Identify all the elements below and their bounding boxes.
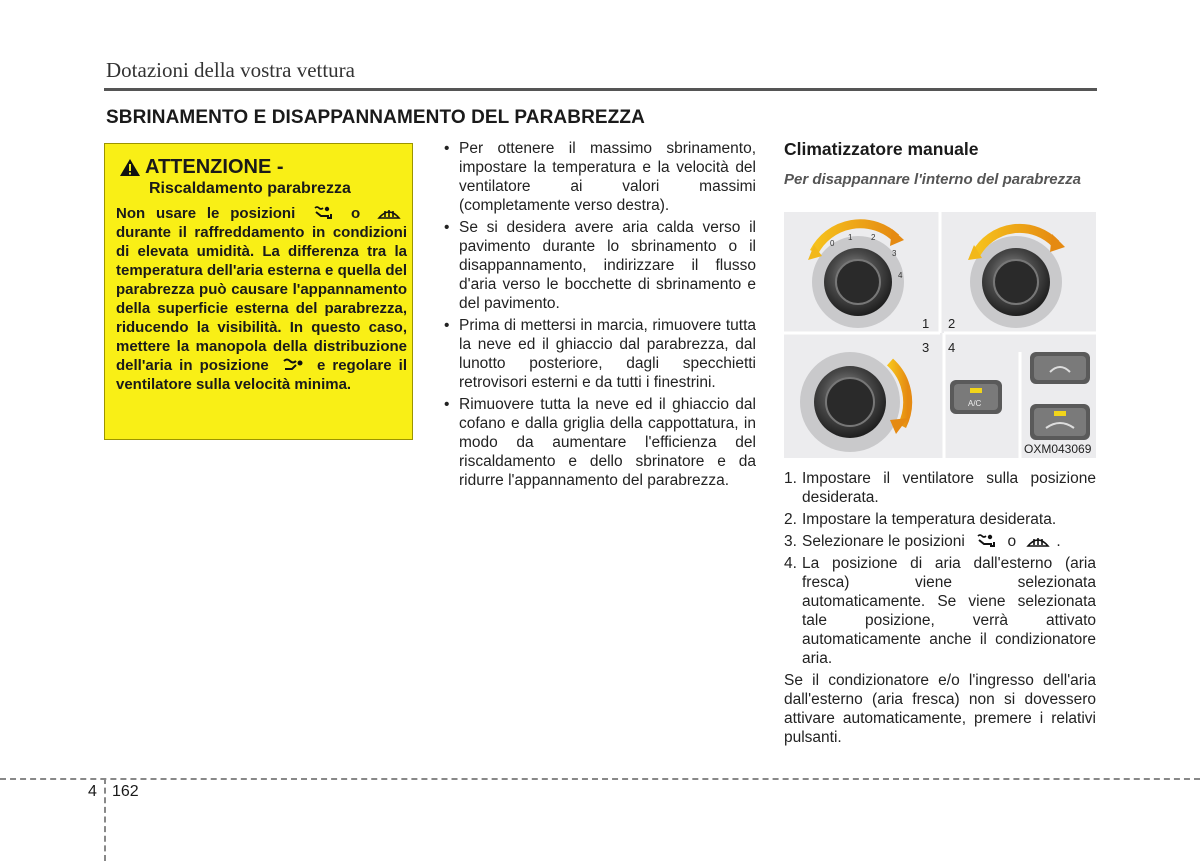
climate-control-illustration (784, 212, 1096, 458)
warning-heading (119, 156, 284, 179)
figure-label-4: 4 (948, 340, 956, 355)
figure-label-3: 3 (922, 340, 930, 355)
windshield-defrost-icon (377, 205, 401, 221)
step-number: 4. (784, 555, 797, 572)
warning-heading-text: ATTENZIONE - (145, 156, 284, 178)
section-title: SBRINAMENTO E DISAPPANNAMENTO DEL PARABREZZA (106, 107, 645, 128)
svg-text:3: 3 (892, 249, 897, 258)
svg-text:2: 2 (871, 233, 876, 242)
manual-note: Se il condizionatore e/o l'ingresso dell'aria dall'esterno (aria fresca) non si dovessero attivare automaticamente, premere i relativi pulsanti. (784, 672, 1096, 746)
step-item (784, 532, 1096, 551)
header-rule (104, 88, 1097, 91)
warning-triangle-icon (119, 158, 141, 177)
step-item (784, 469, 1096, 507)
step-or: o (1007, 533, 1017, 550)
step-number: 1. (784, 470, 797, 487)
manual-climate-heading: Climatizzatore manuale (784, 139, 979, 159)
step-end: . (1056, 533, 1061, 550)
manual-climate-section (784, 139, 1096, 190)
warning-box (104, 143, 413, 440)
step-text: Selezionare le posizioni (802, 533, 965, 550)
recirculation-button (1030, 352, 1090, 384)
step-number: 2. (784, 511, 797, 528)
ac-button (950, 380, 1002, 414)
warning-text-3: e regolare il ventilatore sulla velocità minima. (116, 357, 407, 393)
svg-text:4: 4 (898, 271, 903, 280)
bullet-list (442, 139, 756, 493)
step-text: La posizione di aria dall'esterno (aria fresca) viene selezionata automaticamente. Se viene selezionata tale posizione, verrà attivato automaticamente anche il condizionatore aria. (802, 555, 1096, 667)
warning-body (116, 204, 407, 394)
page-header-title: Dotazioni della vostra vettura (106, 58, 355, 82)
step-item (784, 554, 1096, 668)
figure-caption: OXM043069 (1024, 442, 1092, 456)
step-text: Impostare la temperatura desiderata. (802, 511, 1057, 528)
bullet-item: • Rimuovere tutta la neve ed il ghiaccio dal cofano e dalla griglia della cappottatura, in modo da aumentare l'efficienza del riscaldamento e dello sbrinatore e da ridurre l'appannamento del parabrezza. (442, 395, 756, 490)
svg-text:1: 1 (848, 233, 853, 242)
defrost-floor-icon (975, 533, 997, 549)
step-item (784, 510, 1096, 529)
bullet-item: • Per ottenere il massimo sbrinamento, impostare la temperatura e la velocità del ventilatore ai valori massimi (completamente verso destra). (442, 139, 756, 215)
figure-label-2: 2 (948, 316, 956, 331)
manual-climate-subheading: Per disappannare l'interno del parabrezza (784, 171, 1081, 188)
svg-text:0: 0 (830, 239, 835, 248)
windshield-defrost-icon (1026, 533, 1050, 549)
bullet-item: • Prima di mettersi in marcia, rimuovere tutta la neve ed il ghiaccio dal parabrezza, dal lunotto posteriore, dagli specchietti retrovisori esterni e da tutti i finestrini. (442, 316, 756, 392)
footer-vertical-rule (104, 778, 106, 861)
defrost-floor-icon (312, 205, 334, 221)
steps-list (784, 469, 1096, 747)
step-number: 3. (784, 533, 797, 550)
section-number: 4 (88, 783, 97, 800)
floor-defrost-icon (282, 357, 304, 373)
warning-text-1: Non usare le posizioni (116, 205, 296, 222)
warning-text-2: durante il raffreddamento in condizioni di elevata umidità. La differenza tra la temperatura dell'aria esterna e quella del parabrezza può causare l'appannamento della superficie esterna del parabrezza, riducendo la visibilità. In questo caso, mettere la manopola della distribuzione dell'aria in posizione (116, 224, 407, 374)
page-number: 162 (112, 783, 139, 800)
step-text: Impostare il ventilatore sulla posizione desiderata. (802, 470, 1096, 506)
footer-rule (0, 778, 1200, 780)
warning-subheading: Riscaldamento parabrezza (149, 180, 351, 197)
climate-control-figure (784, 212, 1096, 458)
figure-label-1: 1 (922, 316, 930, 331)
svg-text:A/C: A/C (968, 399, 982, 408)
warning-or: o (350, 205, 361, 222)
fresh-air-button (1030, 404, 1090, 440)
bullet-item: • Se si desidera avere aria calda verso il pavimento durante lo sbrinamento o il disappannamento, indirizzare il flusso d'aria verso le bocchette di sbrinamento e del pavimento. (442, 218, 756, 313)
